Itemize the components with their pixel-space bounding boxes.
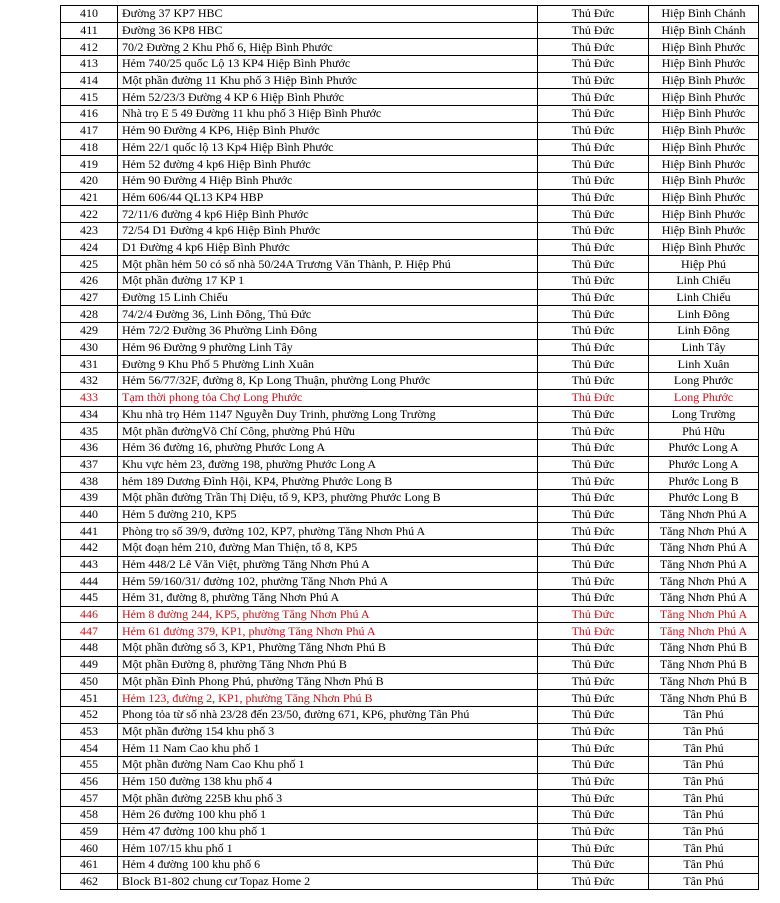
row-address: Hẻm 61 đường 379, KP1, phường Tăng Nhơn Phú A (118, 623, 538, 640)
row-district: Thủ Đức (538, 206, 649, 223)
row-district: Thủ Đức (538, 323, 649, 340)
row-number: 433 (61, 389, 118, 406)
row-ward: Tăng Nhơn Phú B (649, 690, 759, 707)
row-number: 459 (61, 823, 118, 840)
row-address: Một phần đường Trần Thị Diệu, tổ 9, KP3, phường Phước Long B (118, 489, 538, 506)
row-number: 458 (61, 807, 118, 824)
row-ward: Hiệp Bình Phước (649, 72, 759, 89)
row-address: Một phần hẻm 50 có số nhà 50/24A Trương Văn Thành, P. Hiệp Phú (118, 256, 538, 273)
row-district: Thủ Đức (538, 606, 649, 623)
row-address: Hẻm 90 Đường 4 Hiệp Bình Phước (118, 172, 538, 189)
row-ward: Tăng Nhơn Phú A (649, 573, 759, 590)
row-address: Hẻm 11 Nam Cao khu phố 1 (118, 740, 538, 757)
row-number: 450 (61, 673, 118, 690)
row-address: Nhà trọ E 5 49 Đường 11 khu phố 3 Hiệp Bình Phước (118, 106, 538, 123)
row-address: Tạm thời phong tỏa Chợ Long Phước (118, 389, 538, 406)
row-address: Phong tỏa từ số nhà 23/28 đến 23/50, đường 671, KP6, phường Tân Phú (118, 706, 538, 723)
row-ward: Linh Tây (649, 339, 759, 356)
row-ward: Tân Phú (649, 756, 759, 773)
row-district: Thủ Đức (538, 89, 649, 106)
row-district: Thủ Đức (538, 139, 649, 156)
row-ward: Tăng Nhơn Phú A (649, 623, 759, 640)
row-district: Thủ Đức (538, 273, 649, 290)
row-district: Thủ Đức (538, 289, 649, 306)
table-row (61, 623, 759, 640)
row-ward: Tân Phú (649, 807, 759, 824)
row-address: Một phần đường 225B khu phố 3 (118, 790, 538, 807)
row-district: Thủ Đức (538, 72, 649, 89)
row-ward: Hiệp Bình Phước (649, 139, 759, 156)
row-address: D1 Đường 4 kp6 Hiệp Bình Phước (118, 239, 538, 256)
row-district: Thủ Đức (538, 823, 649, 840)
table-row (61, 656, 759, 673)
row-address: 72/11/6 đường 4 kp6 Hiệp Bình Phước (118, 206, 538, 223)
row-number: 453 (61, 723, 118, 740)
row-number: 430 (61, 339, 118, 356)
row-district: Thủ Đức (538, 373, 649, 390)
row-district: Thủ Đức (538, 807, 649, 824)
table-row (61, 189, 759, 206)
table-row (61, 573, 759, 590)
row-address: Đường 37 KP7 HBC (118, 6, 538, 23)
row-district: Thủ Đức (538, 156, 649, 173)
row-district: Thủ Đức (538, 189, 649, 206)
row-ward: Tăng Nhơn Phú A (649, 556, 759, 573)
row-number: 457 (61, 790, 118, 807)
row-district: Thủ Đức (538, 356, 649, 373)
row-ward: Hiệp Bình Phước (649, 239, 759, 256)
row-district: Thủ Đức (538, 556, 649, 573)
row-ward: Long Phước (649, 389, 759, 406)
table-row (61, 540, 759, 557)
row-ward: Phước Long A (649, 439, 759, 456)
row-number: 447 (61, 623, 118, 640)
row-ward: Tân Phú (649, 773, 759, 790)
row-district: Thủ Đức (538, 56, 649, 73)
table-row (61, 439, 759, 456)
row-district: Thủ Đức (538, 239, 649, 256)
table-row (61, 106, 759, 123)
row-number: 448 (61, 640, 118, 657)
row-address: Một phần đường 11 Khu phố 3 Hiệp Bình Phước (118, 72, 538, 89)
table-row (61, 222, 759, 239)
row-district: Thủ Đức (538, 840, 649, 857)
table-row (61, 807, 759, 824)
table-row (61, 389, 759, 406)
row-number: 417 (61, 122, 118, 139)
table-row (61, 356, 759, 373)
row-number: 431 (61, 356, 118, 373)
row-number: 427 (61, 289, 118, 306)
row-ward: Hiệp Bình Phước (649, 189, 759, 206)
table-row (61, 89, 759, 106)
row-address: Hẻm 59/160/31/ đường 102, phường Tăng Nhơn Phú A (118, 573, 538, 590)
table-row (61, 857, 759, 874)
row-district: Thủ Đức (538, 623, 649, 640)
row-ward: Tăng Nhơn Phú B (649, 656, 759, 673)
row-ward: Phước Long B (649, 489, 759, 506)
row-number: 416 (61, 106, 118, 123)
row-address: Hẻm 26 đường 100 khu phố 1 (118, 807, 538, 824)
row-address: Hẻm 90 Đường 4 KP6, Hiệp Bình Phước (118, 122, 538, 139)
row-number: 421 (61, 189, 118, 206)
row-ward: Hiệp Bình Phước (649, 156, 759, 173)
row-district: Thủ Đức (538, 222, 649, 239)
row-address: Hẻm 123, đường 2, KP1, phường Tăng Nhơn Phú B (118, 690, 538, 707)
table-row (61, 673, 759, 690)
row-number: 461 (61, 857, 118, 874)
table-row (61, 640, 759, 657)
row-district: Thủ Đức (538, 439, 649, 456)
row-district: Thủ Đức (538, 723, 649, 740)
row-district: Thủ Đức (538, 506, 649, 523)
row-number: 460 (61, 840, 118, 857)
row-ward: Tăng Nhơn Phú A (649, 523, 759, 540)
row-district: Thủ Đức (538, 389, 649, 406)
row-district: Thủ Đức (538, 423, 649, 440)
row-ward: Phú Hữu (649, 423, 759, 440)
row-district: Thủ Đức (538, 640, 649, 657)
row-ward: Tân Phú (649, 723, 759, 740)
table-row (61, 590, 759, 607)
row-ward: Hiệp Bình Chánh (649, 22, 759, 39)
table-row (61, 206, 759, 223)
row-district: Thủ Đức (538, 690, 649, 707)
row-district: Thủ Đức (538, 673, 649, 690)
row-ward: Linh Đông (649, 323, 759, 340)
row-number: 455 (61, 756, 118, 773)
row-address: Hẻm 448/2 Lê Văn Việt, phường Tăng Nhơn Phú A (118, 556, 538, 573)
row-address: Hẻm 47 đường 100 khu phố 1 (118, 823, 538, 840)
table-row (61, 706, 759, 723)
table-row (61, 22, 759, 39)
row-ward: Hiệp Bình Phước (649, 39, 759, 56)
table-row (61, 423, 759, 440)
row-ward: Hiệp Phú (649, 256, 759, 273)
row-address: Hẻm 150 đường 138 khu phố 4 (118, 773, 538, 790)
row-district: Thủ Đức (538, 6, 649, 23)
table-row (61, 740, 759, 757)
row-number: 454 (61, 740, 118, 757)
row-district: Thủ Đức (538, 339, 649, 356)
row-district: Thủ Đức (538, 106, 649, 123)
row-number: 429 (61, 323, 118, 340)
row-number: 434 (61, 406, 118, 423)
table-row (61, 406, 759, 423)
row-address: Hẻm 8 đường 244, KP5, phường Tăng Nhơn Phú A (118, 606, 538, 623)
row-ward: Hiệp Bình Phước (649, 56, 759, 73)
row-address: Hẻm 22/1 quốc lộ 13 Kp4 Hiệp Bình Phước (118, 139, 538, 156)
table-row (61, 306, 759, 323)
row-district: Thủ Đức (538, 756, 649, 773)
table-row (61, 72, 759, 89)
row-number: 452 (61, 706, 118, 723)
row-ward: Tăng Nhơn Phú B (649, 673, 759, 690)
row-number: 440 (61, 506, 118, 523)
row-ward: Hiệp Bình Phước (649, 122, 759, 139)
row-number: 424 (61, 239, 118, 256)
row-address: Hẻm 31, đường 8, phường Tăng Nhơn Phú A (118, 590, 538, 607)
row-address: Khu vực hẻm 23, đường 198, phường Phước Long A (118, 456, 538, 473)
row-address: Hẻm 740/25 quốc Lộ 13 KP4 Hiệp Bình Phước (118, 56, 538, 73)
table-row (61, 756, 759, 773)
row-ward: Hiệp Bình Phước (649, 89, 759, 106)
row-number: 420 (61, 172, 118, 189)
row-ward: Tăng Nhơn Phú A (649, 606, 759, 623)
row-address: Hẻm 72/2 Đường 36 Phường Linh Đông (118, 323, 538, 340)
row-district: Thủ Đức (538, 473, 649, 490)
row-district: Thủ Đức (538, 256, 649, 273)
row-ward: Tân Phú (649, 706, 759, 723)
row-address: Một phần đường Nam Cao Khu phố 1 (118, 756, 538, 773)
table-row (61, 339, 759, 356)
row-address: Một phần Đình Phong Phú, phường Tăng Nhơn Phú B (118, 673, 538, 690)
row-ward: Tăng Nhơn Phú A (649, 540, 759, 557)
row-address: Hẻm 52/23/3 Đường 4 KP 6 Hiệp Bình Phước (118, 89, 538, 106)
table-body (61, 6, 759, 890)
row-district: Thủ Đức (538, 773, 649, 790)
row-number: 426 (61, 273, 118, 290)
row-address: 74/2/4 Đường 36, Linh Đông, Thủ Đức (118, 306, 538, 323)
row-district: Thủ Đức (538, 873, 649, 890)
row-number: 422 (61, 206, 118, 223)
row-number: 445 (61, 590, 118, 607)
table-row (61, 456, 759, 473)
row-number: 428 (61, 306, 118, 323)
table-row (61, 556, 759, 573)
row-ward: Long Trường (649, 406, 759, 423)
row-ward: Linh Chiểu (649, 289, 759, 306)
row-address: Khu nhà trọ Hẻm 1147 Nguyễn Duy Trinh, phường Long Trường (118, 406, 538, 423)
row-address: Hẻm 56/77/32F, đường 8, Kp Long Thuận, phường Long Phước (118, 373, 538, 390)
row-number: 411 (61, 22, 118, 39)
row-number: 410 (61, 6, 118, 23)
row-address: Đường 36 KP8 HBC (118, 22, 538, 39)
row-district: Thủ Đức (538, 122, 649, 139)
row-district: Thủ Đức (538, 489, 649, 506)
table-row (61, 273, 759, 290)
table-row (61, 6, 759, 23)
row-district: Thủ Đức (538, 656, 649, 673)
row-district: Thủ Đức (538, 22, 649, 39)
row-number: 425 (61, 256, 118, 273)
table-row (61, 773, 759, 790)
row-district: Thủ Đức (538, 39, 649, 56)
row-ward: Linh Xuân (649, 356, 759, 373)
row-address: 70/2 Đường 2 Khu Phố 6, Hiệp Bình Phước (118, 39, 538, 56)
lockdown-locations-table (60, 5, 759, 890)
table-row (61, 723, 759, 740)
row-address: Một phần đường số 3, KP1, Phường Tăng Nhơn Phú B (118, 640, 538, 657)
row-ward: Hiệp Bình Phước (649, 222, 759, 239)
row-address: Hẻm 606/44 QL13 KP4 HBP (118, 189, 538, 206)
row-ward: Hiệp Bình Phước (649, 106, 759, 123)
table-row (61, 156, 759, 173)
row-ward: Linh Đông (649, 306, 759, 323)
row-number: 451 (61, 690, 118, 707)
row-address: Hẻm 96 Đường 9 phường Linh Tây (118, 339, 538, 356)
row-ward: Phước Long A (649, 456, 759, 473)
row-address: Một phần đường 17 KP 1 (118, 273, 538, 290)
table-row (61, 39, 759, 56)
table-row (61, 523, 759, 540)
row-district: Thủ Đức (538, 706, 649, 723)
row-address: hẻm 189 Dương Đình Hội, KP4, Phường Phước Long B (118, 473, 538, 490)
row-ward: Tăng Nhơn Phú A (649, 506, 759, 523)
row-district: Thủ Đức (538, 590, 649, 607)
row-ward: Tân Phú (649, 790, 759, 807)
row-address: Một đoạn hẻm 210, đường Man Thiện, tổ 8, KP5 (118, 540, 538, 557)
row-ward: Tân Phú (649, 857, 759, 874)
row-number: 438 (61, 473, 118, 490)
table-row (61, 323, 759, 340)
row-number: 441 (61, 523, 118, 540)
row-number: 437 (61, 456, 118, 473)
table-row (61, 840, 759, 857)
row-ward: Linh Chiểu (649, 273, 759, 290)
table-row (61, 139, 759, 156)
row-address: Hẻm 4 đường 100 khu phố 6 (118, 857, 538, 874)
row-address: Phòng trọ số 39/9, đường 102, KP7, phường Tăng Nhơn Phú A (118, 523, 538, 540)
row-district: Thủ Đức (538, 406, 649, 423)
row-address: Một phần đườngVõ Chí Công, phường Phú Hữu (118, 423, 538, 440)
row-ward: Phước Long B (649, 473, 759, 490)
row-district: Thủ Đức (538, 523, 649, 540)
row-number: 446 (61, 606, 118, 623)
row-district: Thủ Đức (538, 540, 649, 557)
table-row (61, 373, 759, 390)
row-number: 442 (61, 540, 118, 557)
row-ward: Hiệp Bình Phước (649, 206, 759, 223)
table-row (61, 473, 759, 490)
row-number: 419 (61, 156, 118, 173)
table-row (61, 56, 759, 73)
table-row (61, 690, 759, 707)
row-district: Thủ Đức (538, 456, 649, 473)
table-row (61, 239, 759, 256)
row-district: Thủ Đức (538, 306, 649, 323)
row-number: 435 (61, 423, 118, 440)
table-row (61, 172, 759, 189)
row-number: 412 (61, 39, 118, 56)
row-address: Đường 15 Linh Chiểu (118, 289, 538, 306)
row-number: 415 (61, 89, 118, 106)
row-number: 418 (61, 139, 118, 156)
row-ward: Tân Phú (649, 823, 759, 840)
row-number: 462 (61, 873, 118, 890)
row-ward: Hiệp Bình Chánh (649, 6, 759, 23)
row-number: 432 (61, 373, 118, 390)
row-ward: Tân Phú (649, 873, 759, 890)
row-address: Hẻm 36 đường 16, phường Phước Long A (118, 439, 538, 456)
table-row (61, 506, 759, 523)
row-address: Một phần đường 154 khu phố 3 (118, 723, 538, 740)
row-ward: Hiệp Bình Phước (649, 172, 759, 189)
table-row (61, 256, 759, 273)
row-address: Đường 9 Khu Phố 5 Phường Linh Xuân (118, 356, 538, 373)
row-number: 413 (61, 56, 118, 73)
row-number: 414 (61, 72, 118, 89)
row-address: Hẻm 107/15 khu phố 1 (118, 840, 538, 857)
row-number: 444 (61, 573, 118, 590)
row-number: 423 (61, 222, 118, 239)
row-address: Block B1-802 chung cư Topaz Home 2 (118, 873, 538, 890)
row-number: 456 (61, 773, 118, 790)
row-number: 439 (61, 489, 118, 506)
row-address: Hẻm 5 đường 210, KP5 (118, 506, 538, 523)
row-number: 443 (61, 556, 118, 573)
table-row (61, 873, 759, 890)
row-ward: Tân Phú (649, 740, 759, 757)
row-district: Thủ Đức (538, 573, 649, 590)
row-district: Thủ Đức (538, 172, 649, 189)
table-row (61, 289, 759, 306)
table-row (61, 122, 759, 139)
row-address: Một phần Đường 8, phường Tăng Nhơn Phú B (118, 656, 538, 673)
row-number: 449 (61, 656, 118, 673)
row-ward: Tân Phú (649, 840, 759, 857)
row-district: Thủ Đức (538, 740, 649, 757)
table-row (61, 790, 759, 807)
row-number: 436 (61, 439, 118, 456)
row-ward: Tăng Nhơn Phú A (649, 590, 759, 607)
table-row (61, 489, 759, 506)
row-address: 72/54 D1 Đường 4 kp6 Hiệp Bình Phước (118, 222, 538, 239)
row-address: Hẻm 52 đường 4 kp6 Hiệp Bình Phước (118, 156, 538, 173)
table-row (61, 606, 759, 623)
row-ward: Tăng Nhơn Phú B (649, 640, 759, 657)
row-district: Thủ Đức (538, 790, 649, 807)
row-district: Thủ Đức (538, 857, 649, 874)
row-ward: Long Phước (649, 373, 759, 390)
table-row (61, 823, 759, 840)
